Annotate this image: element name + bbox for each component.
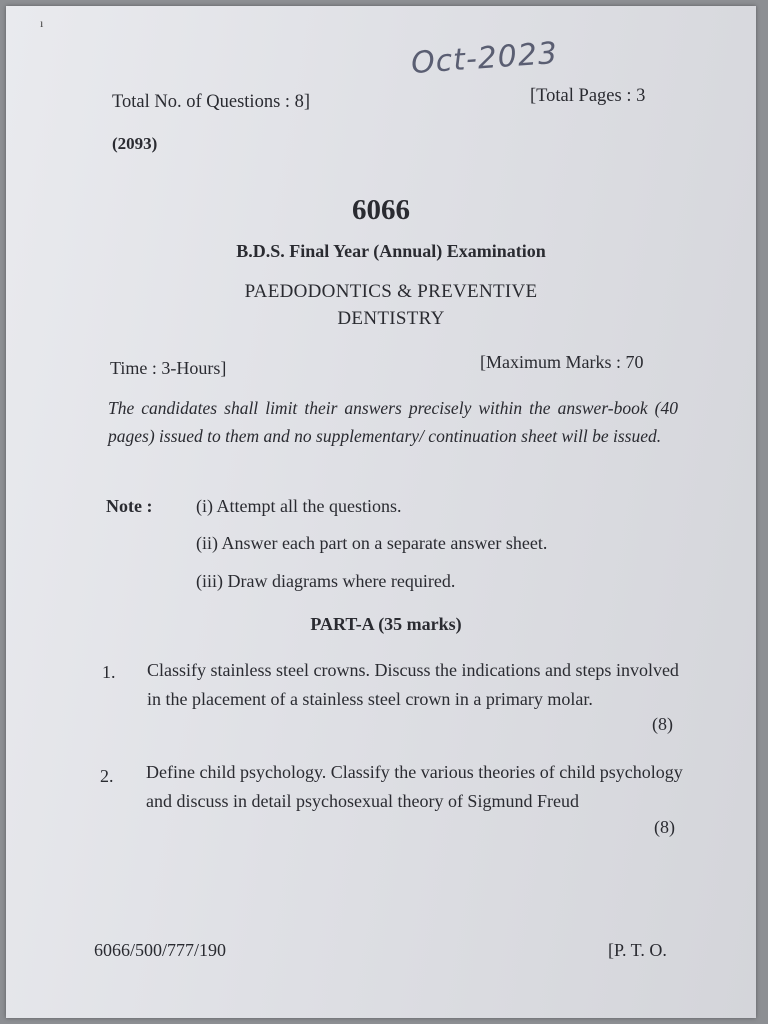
subject-line-2: DENTISTRY <box>337 308 445 329</box>
question-number: 1. <box>102 662 116 682</box>
exam-paper-sheet <box>6 6 756 1018</box>
question-text: Classify stainless steel crowns. Discuss the indications and steps involved in the placement of a stainless steel crown in a primary molar. <box>147 660 679 709</box>
total-questions: Total No. of Questions : 8] <box>112 92 311 112</box>
question-marks: (8) <box>652 714 673 734</box>
subject-line-1: PAEDODONTICS & PREVENTIVE <box>244 281 538 302</box>
total-pages: [Total Pages : 3 <box>530 86 646 106</box>
question-number: 2. <box>100 766 114 786</box>
note-item: (i) Attempt all the questions. <box>196 496 402 516</box>
note-item: (ii) Answer each part on a separate answer sheet. <box>196 533 548 553</box>
exam-title: B.D.S. Final Year (Annual) Examination <box>236 241 546 261</box>
instructions: The candidates shall limit their answers precisely within the answer-book (40 pages) issued to them and no supplementary/ continuation sheet will be issued. <box>108 398 678 446</box>
handwritten-date: Oct-2023 <box>409 35 560 82</box>
note-item: (iii) Draw diagrams where required. <box>196 571 456 591</box>
question-text: Define child psychology. Classify the various theories of child psychology and discuss in detail psychosexual theory of Sigmund Freud <box>146 762 683 811</box>
footer-code: 6066/500/777/190 <box>94 940 227 960</box>
note-label: Note : <box>106 496 153 516</box>
exam-code: (2093) <box>112 134 158 153</box>
maximum-marks: [Maximum Marks : 70 <box>480 352 644 372</box>
question-marks: (8) <box>654 817 675 837</box>
footer-pto: [P. T. O. <box>608 940 667 960</box>
part-title: PART-A (35 marks) <box>310 614 462 634</box>
pen-mark: ı <box>40 16 44 30</box>
paper-code: 6066 <box>352 194 410 226</box>
exam-time: Time : 3-Hours] <box>110 358 227 378</box>
